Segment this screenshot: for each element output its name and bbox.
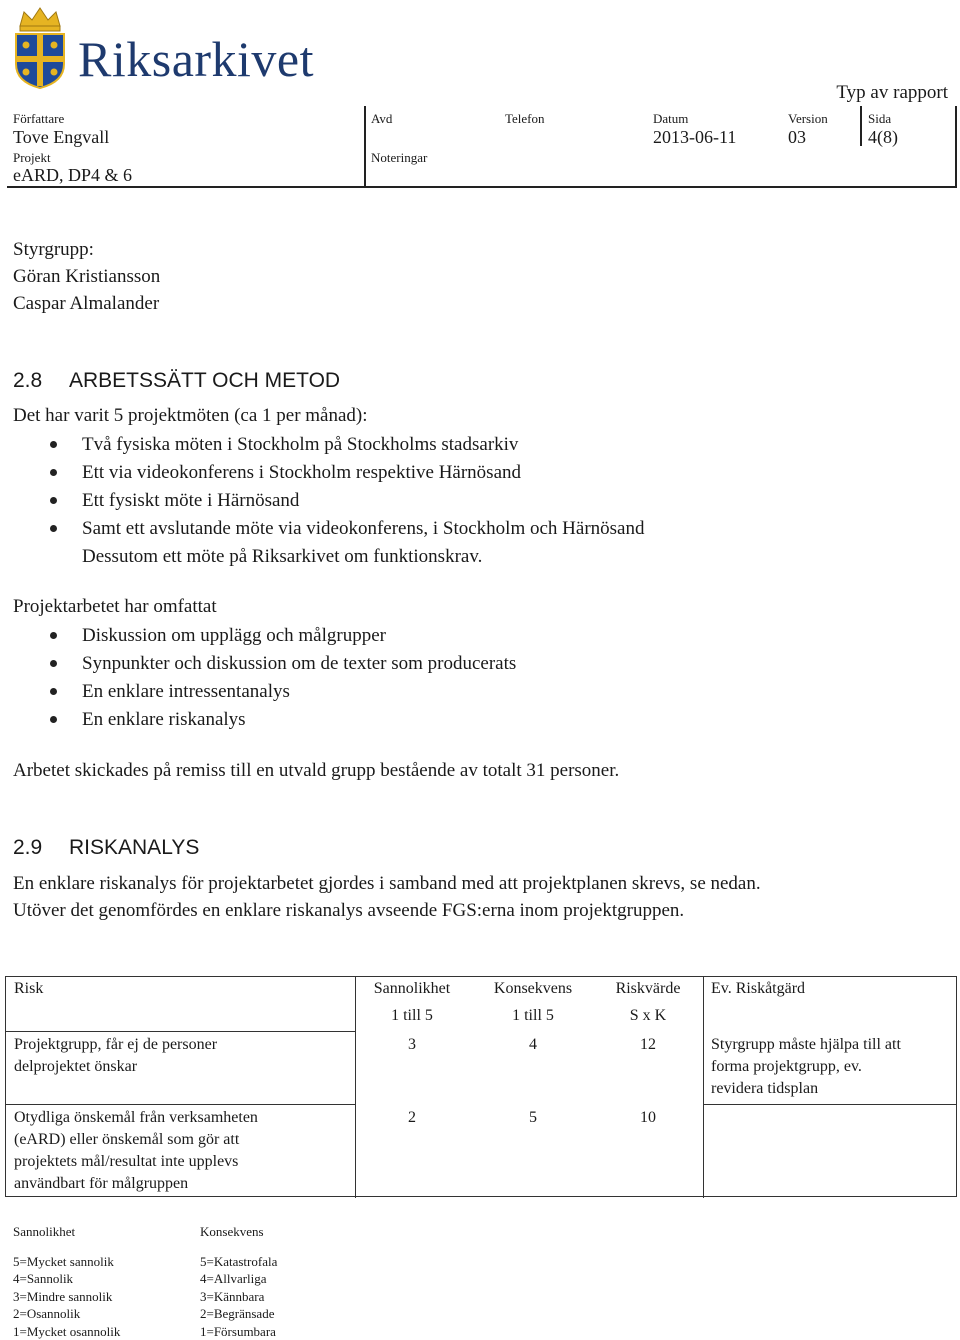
meetings-intro: Det har varit 5 projektmöten (ca 1 per månad): [13, 406, 368, 427]
document-header [7, 106, 957, 188]
bullet-icon [50, 632, 57, 639]
steering-member: Göran Kristiansson [13, 267, 160, 288]
column-header-risk: Risk [14, 978, 43, 1000]
list-item: En enklare intressentanalys [0, 678, 516, 706]
remiss-text: Arbetet skickades på remiss till en utvald grupp bestående av totalt 31 personer. [13, 761, 619, 782]
list-item: Ett fysiskt möte i Härnösand [0, 487, 645, 515]
work-intro: Projektarbetet har omfattat [13, 597, 217, 618]
section-number: 2.8 [13, 370, 69, 391]
risk-table [5, 976, 957, 1197]
consequence-scale: 1 till 5 [478, 1005, 588, 1027]
legend-item: 1=Försumbara [200, 1323, 277, 1340]
list-item: Ett via videokonferens i Stockholm respektive Härnösand [0, 459, 645, 487]
legend-item: 4=Allvarliga [200, 1270, 277, 1288]
author-label: Författare [13, 112, 64, 125]
column-header-risk-value: Riskvärde [600, 978, 696, 1000]
legend-title: Konsekvens [200, 1223, 277, 1241]
column-header-action: Ev. Riskåtgärd [711, 978, 805, 1000]
notes-label: Noteringar [371, 151, 427, 164]
section-title: RISKANALYS [69, 836, 199, 859]
legend-item: 4=Sannolik [13, 1270, 120, 1288]
list-item: Diskussion om upplägg och målgrupper [0, 622, 516, 650]
bullet-icon [50, 688, 57, 695]
logo-wordmark: Riksarkivet [78, 34, 314, 84]
report-type: Typ av rapport [836, 82, 948, 104]
project-label: Projekt [13, 151, 51, 164]
steering-member: Caspar Almalander [13, 294, 159, 315]
list-item: Synpunkter och diskussion om de texter som producerats [0, 650, 516, 678]
column-header-probability: Sannolikhet [358, 978, 466, 1000]
probability-cell: 3 [358, 1034, 466, 1056]
dept-label: Avd [371, 112, 392, 125]
consequence-cell: 5 [478, 1107, 588, 1129]
phone-label: Telefon [505, 112, 545, 125]
coat-of-arms-icon [12, 6, 68, 90]
riksarkivet-logo [12, 6, 312, 90]
section-heading [13, 837, 199, 858]
page-value: 4(8) [868, 128, 898, 146]
bullet-icon [50, 441, 57, 448]
risk-cell: Otydliga önskemål från verksamheten (eARD) eller önskemål som gör att projektets mål/resultat inte upplevs användbart för målgruppen [14, 1107, 258, 1195]
legend-item: 3=Mindre sannolik [13, 1288, 120, 1306]
risk-value-cell: 10 [600, 1107, 696, 1129]
list-item: En enklare riskanalys [0, 706, 516, 734]
author-value: Tove Engvall [13, 128, 109, 146]
riskanalys-text: Utöver det genomfördes en enklare riskanalys avseende FGS:erna inom projektgruppen. [13, 901, 684, 922]
section-heading [13, 370, 340, 391]
list-item: Samt ett avslutande möte via videokonferens, i Stockholm och Härnösand [0, 515, 645, 543]
meetings-list [0, 431, 645, 543]
legend-item: 3=Kännbara [200, 1288, 277, 1306]
bullet-icon [50, 497, 57, 504]
meetings-extra: Dessutom ett möte på Riksarkivet om funktionskrav. [82, 543, 482, 571]
bullet-icon [50, 525, 57, 532]
risk-value-cell: 12 [600, 1034, 696, 1056]
version-label: Version [788, 112, 828, 125]
version-value: 03 [788, 128, 806, 146]
risk-cell: Projektgrupp, får ej de personer delprojektet önskar [14, 1034, 217, 1078]
action-cell: Styrgrupp måste hjälpa till att forma projektgrupp, ev. revidera tidsplan [711, 1034, 901, 1100]
date-label: Datum [653, 112, 688, 125]
consequence-legend [200, 1223, 277, 1340]
steering-title: Styrgrupp: [13, 240, 94, 261]
probability-cell: 2 [358, 1107, 466, 1129]
section-title: ARBETSSÄTT OCH METOD [69, 369, 340, 392]
bullet-icon [50, 716, 57, 723]
work-list [0, 622, 516, 734]
probability-legend [13, 1223, 120, 1340]
legend-item: 2=Osannolik [13, 1305, 120, 1323]
consequence-cell: 4 [478, 1034, 588, 1056]
page-label: Sida [868, 112, 891, 125]
date-value: 2013-06-11 [653, 128, 736, 146]
legend-item: 5=Katastrofala [200, 1253, 277, 1271]
riskanalys-text: En enklare riskanalys för projektarbetet gjordes i samband med att projektplanen skrevs, se nedan. [13, 874, 761, 895]
legend-item: 5=Mycket sannolik [13, 1253, 120, 1271]
probability-scale: 1 till 5 [358, 1005, 466, 1027]
legend-item: 1=Mycket osannolik [13, 1323, 120, 1340]
list-item: Två fysiska möten i Stockholm på Stockholms stadsarkiv [0, 431, 645, 459]
column-header-consequence: Konsekvens [478, 978, 588, 1000]
project-value: eARD, DP4 & 6 [13, 166, 132, 184]
bullet-icon [50, 660, 57, 667]
risk-value-formula: S x K [600, 1005, 696, 1027]
legend-title: Sannolikhet [13, 1223, 120, 1241]
legend-item: 2=Begränsade [200, 1305, 277, 1323]
bullet-icon [50, 469, 57, 476]
section-number: 2.9 [13, 837, 69, 858]
